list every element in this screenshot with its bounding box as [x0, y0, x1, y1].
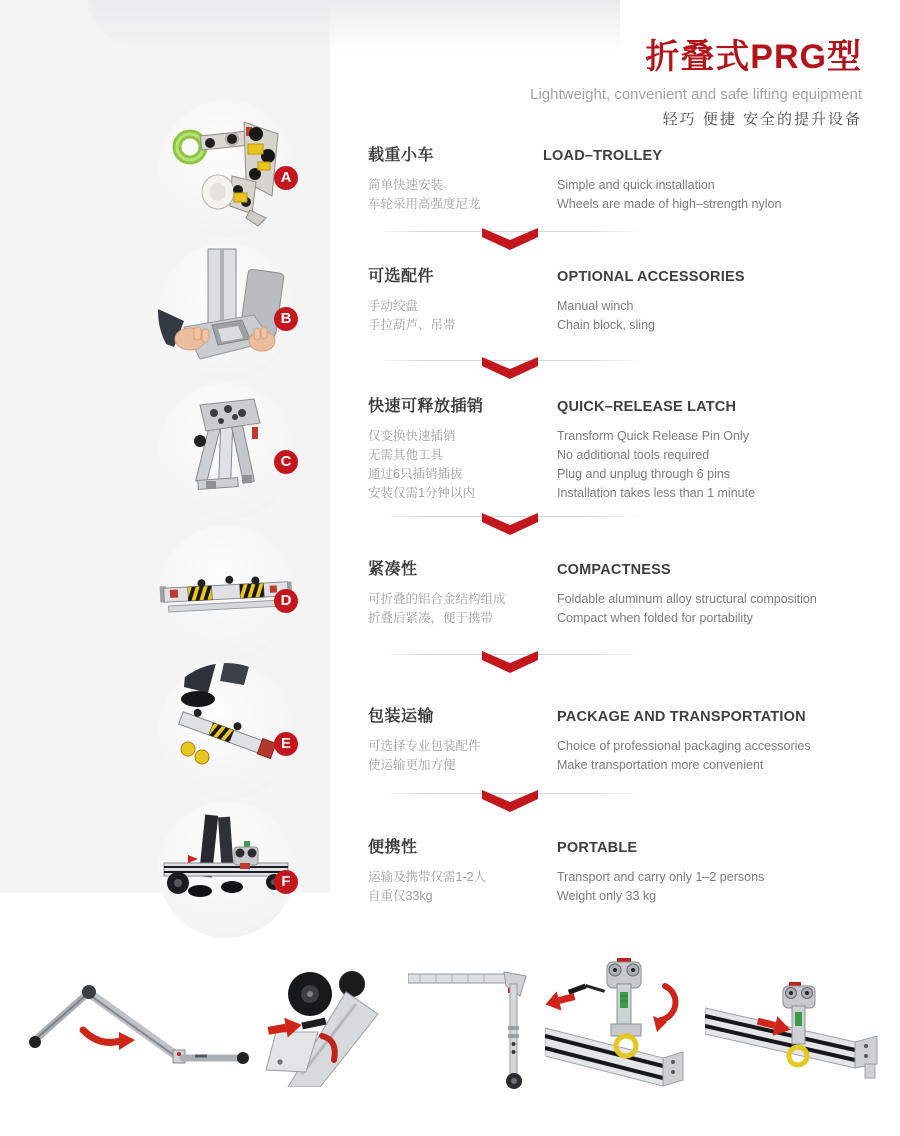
gallery-item-unfolding-legs [25, 978, 250, 1083]
feature-row-portable [0, 801, 900, 941]
packed-beam-photo-illustration [158, 663, 295, 800]
feature-body-zh [368, 297, 543, 335]
feature-body-zh [368, 737, 543, 775]
text-line: Wheels are made of high–strength nylon [557, 197, 782, 211]
feature-title-en: PACKAGE AND TRANSPORTATION [557, 709, 806, 725]
text-line: 车轮采用高强度尼龙 [368, 197, 481, 211]
feature-body-en [557, 427, 887, 503]
text-line: 使运输更加方便 [368, 758, 456, 772]
text-line: Make transportation more convenient [557, 758, 764, 772]
gallery-item-trolley-installation [545, 958, 695, 1113]
feature-badge: E [274, 732, 298, 756]
feature-row-load-trolley [0, 100, 900, 240]
text-line: Transform Quick Release Pin Only [557, 429, 749, 443]
feature-text-en [557, 399, 887, 503]
feature-text-zh [368, 393, 543, 503]
hands-column-photo-illustration [158, 243, 295, 380]
feature-body-zh [368, 590, 543, 628]
feature-title-zh: 快速可释放插销 [368, 398, 484, 415]
feature-text-zh [368, 703, 543, 775]
feature-body-en [557, 176, 887, 214]
feature-photo-quick-release-latch [158, 383, 295, 520]
feature-title-zh: 紧凑性 [368, 561, 418, 578]
feature-photo-package-transportation [158, 663, 295, 800]
folded-beam-photo-illustration [158, 525, 295, 662]
text-line: 可选择专业包装配件 [368, 739, 481, 753]
feature-text-en [557, 709, 887, 775]
feature-body-en [557, 868, 887, 906]
text-line: Transport and carry only 1–2 persons [557, 870, 765, 884]
feature-title-en: COMPACTNESS [557, 562, 671, 578]
subtitle-zh: 轻巧 便捷 安全的提升设备 [662, 111, 862, 128]
feature-badge: A [274, 166, 298, 190]
feature-title-zh: 载重小车 [368, 147, 435, 164]
unfolding-legs-illustration [25, 978, 250, 1078]
text-line: 运输及携带仅需1-2人 [368, 870, 487, 884]
gallery-item-assembled-gantry [408, 966, 533, 1096]
text-line: 折叠后紧凑，便于携带 [368, 611, 494, 625]
feature-text-en [557, 840, 887, 906]
feature-body-en [557, 590, 887, 628]
text-line: Weight only 33 kg [557, 889, 657, 903]
feature-badge: D [274, 589, 298, 613]
feature-badge: B [274, 307, 298, 331]
load-trolley-photo-illustration [158, 100, 295, 237]
trolley-mounted-on-beam-illustration [705, 980, 885, 1100]
feature-body-zh [368, 868, 543, 906]
subtitle-en: Lightweight, convenient and safe lifting equipment [530, 86, 862, 103]
text-line: Compact when folded for portability [557, 611, 753, 625]
feature-photo-load-trolley [158, 100, 295, 237]
text-line: 手动绞盘 [368, 299, 419, 313]
text-line: Foldable aluminum alloy structural composition [557, 592, 817, 606]
section-divider [378, 357, 642, 381]
text-line: 自重仅33kg [368, 889, 433, 903]
text-line: 安装仅需1分钟以内 [368, 486, 475, 500]
feature-body-zh [368, 176, 543, 214]
feature-text-zh [368, 142, 543, 214]
text-line: 可折叠的铝合金结构组成 [368, 592, 506, 606]
page-title: 折叠式PRG型 [645, 38, 862, 76]
feature-title-en: LOAD–TROLLEY [543, 148, 663, 164]
feature-body-zh [368, 427, 543, 503]
text-line: Choice of professional packaging accessories [557, 739, 811, 753]
feature-text-zh [368, 834, 543, 906]
feature-title-zh: 包装运输 [368, 708, 435, 725]
text-line: Chain block, sling [557, 318, 655, 332]
trolley-installation-illustration [545, 958, 695, 1108]
feature-text-en [557, 269, 887, 335]
feature-body-en [557, 737, 887, 775]
text-line: Manual winch [557, 299, 634, 313]
feature-title-zh: 可选配件 [368, 268, 435, 285]
assembled-gantry-illustration [408, 966, 533, 1091]
feature-photo-optional-accessories [158, 243, 295, 380]
text-line: 简单快速安装 [368, 178, 444, 192]
feature-badge: C [274, 450, 298, 474]
feature-text-en [557, 562, 887, 628]
feature-title-en: OPTIONAL ACCESSORIES [557, 269, 745, 285]
gallery-item-wheel-latch-detail [258, 962, 393, 1092]
text-line: 通过6只插销插拔 [368, 467, 463, 481]
feature-text-zh [368, 556, 543, 628]
feature-title-en: QUICK–RELEASE LATCH [557, 399, 737, 415]
folded-legs-photo-illustration [158, 383, 295, 520]
text-line: 无需其他工具 [368, 448, 444, 462]
feature-photo-portable [158, 801, 295, 938]
feature-text-en [543, 148, 887, 214]
feature-row-compactness [0, 525, 900, 665]
feature-title-en: PORTABLE [557, 840, 638, 856]
feature-text-zh [368, 263, 543, 335]
feature-row-quick-release-latch [0, 383, 900, 523]
wheel-latch-detail-illustration [258, 962, 393, 1087]
gallery-item-trolley-on-beam [705, 980, 885, 1105]
text-line: 仅变换快速插销 [368, 429, 456, 443]
text-line: 手拉葫芦、吊带 [368, 318, 456, 332]
text-line: Installation takes less than 1 minute [557, 486, 756, 500]
feature-body-en [557, 297, 887, 335]
feature-row-package-transportation [0, 663, 900, 803]
text-line: Plug and unplug through 6 pins [557, 467, 731, 481]
feature-title-zh: 便携性 [368, 839, 418, 856]
feature-photo-compactness [158, 525, 295, 662]
red-chevron-down-icon [482, 357, 538, 379]
text-line: No additional tools required [557, 448, 710, 462]
feature-badge: F [274, 870, 298, 894]
text-line: Simple and quick installation [557, 178, 715, 192]
carried-beam-photo-illustration [158, 801, 295, 938]
